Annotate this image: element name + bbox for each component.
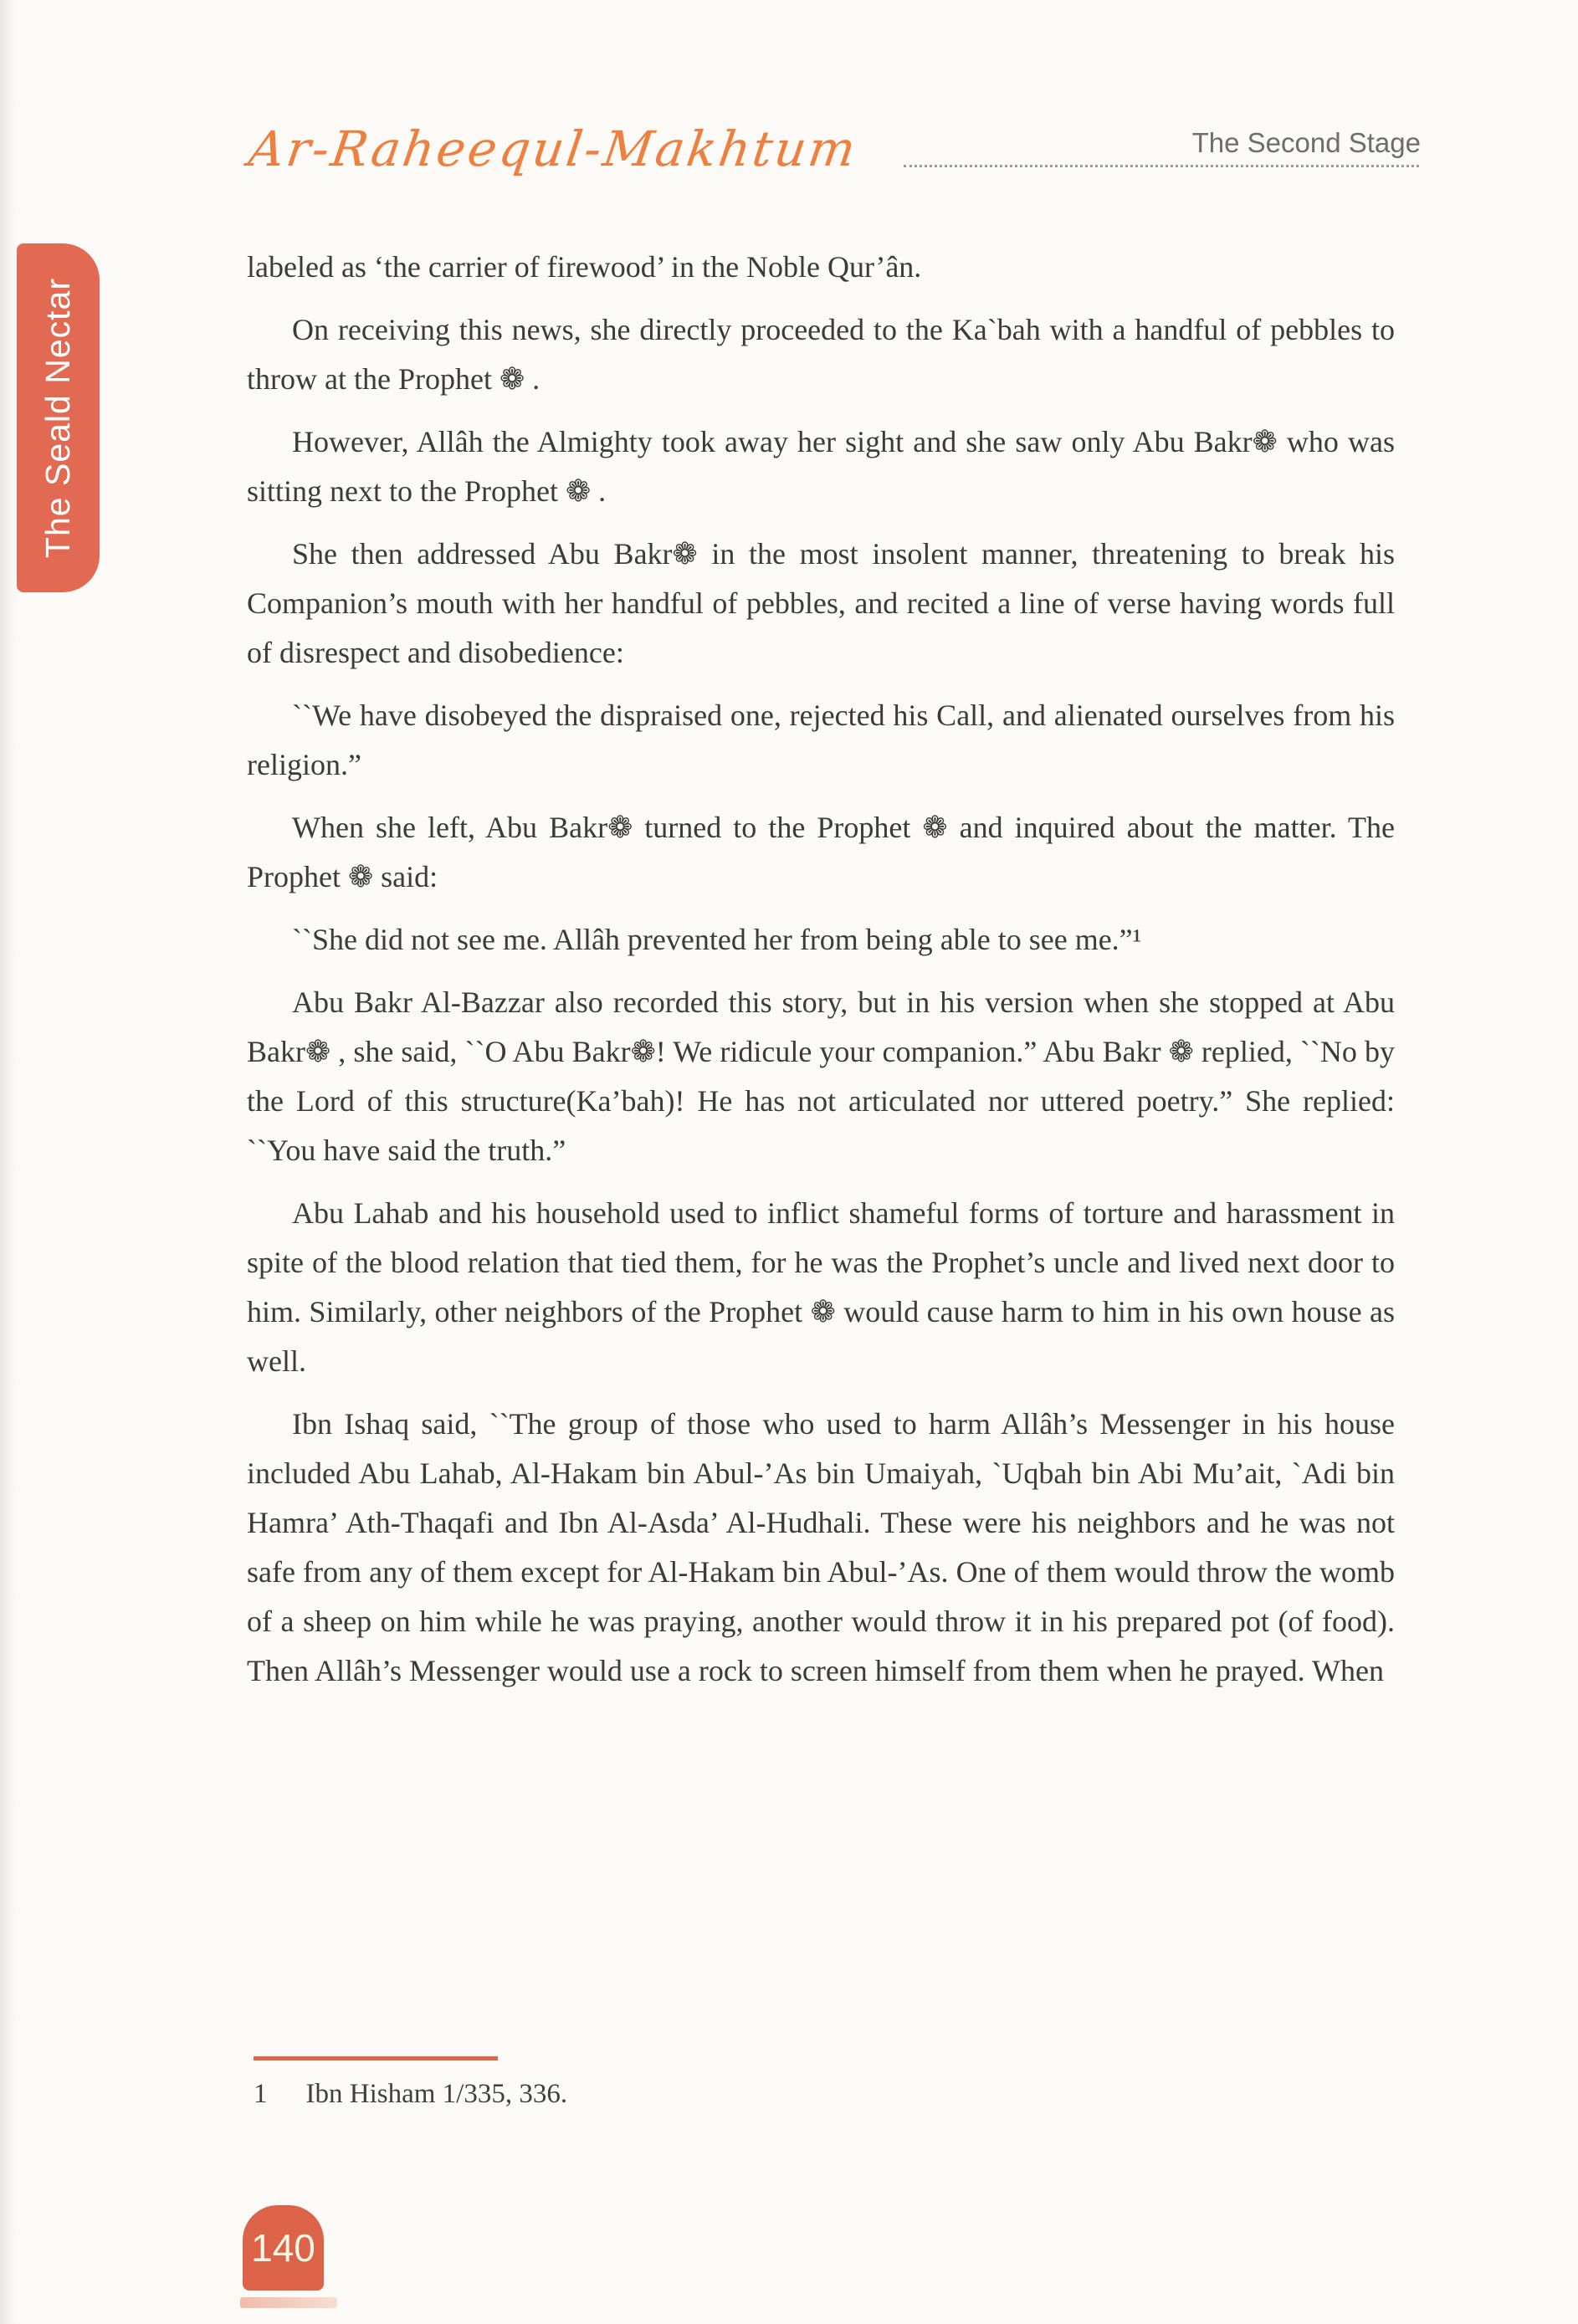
body-paragraph: Abu Lahab and his household used to inflict shameful forms of torture and harassment in spite of the blood relation that tied them, for he was the Prophet’s uncle and lived next door to him. Similarly, other neighbors of the Prophet ❁ would cause harm to him in his own house as well. [247,1196,1395,1378]
body-text-column [247,243,1395,1709]
footnote-line [254,2079,1400,2110]
body-paragraph: ``She did not see me. Allâh prevented her from being able to see me.”¹ [292,923,1142,956]
page-edge-shadow [0,0,15,2324]
page-number-stripe [240,2297,337,2308]
sidebar-tab [17,243,100,592]
page-number: 140 [251,2226,315,2270]
page-number-badge [243,2205,324,2291]
header-section-label: The Second Stage [1191,127,1421,158]
footnote-area [254,2056,1400,2110]
body-paragraph: She then addressed Abu Bakr❁ in the most insolent manner, threatening to break his Companion’s mouth with her handful of pebbles, and recited a line of verse having words full of disrespect and disobedience: [247,537,1395,669]
sidebar-tab-label: The Seald Nectar [38,277,77,559]
header-dotted-rule [904,165,1419,167]
footnote-text: Ibn Hisham 1/335, 336. [305,2079,568,2109]
body-paragraph: ``We have disobeyed the dispraised one, rejected his Call, and alienated ourselves from his religion.” [247,699,1395,781]
body-paragraph: labeled as ‘the carrier of firewood’ in the Noble Qur’ân. [247,250,922,284]
footnote-rule [254,2056,498,2060]
body-paragraph: Abu Bakr Al-Bazzar also recorded this story, but in his version when she stopped at Abu Bakr❁ , she said, ``O Abu Bakr❁! We ridicule your companion.” Abu Bakr ❁ replied, ``No by the Lord of this structure(Ka’bah)! He has not articulated nor uttered poetry.” She replied: ``You have said the truth.” [247,985,1395,1167]
body-paragraph: On receiving this news, she directly proceeded to the Ka`bah with a handful of pebbles to throw at the Prophet ❁ . [247,313,1395,396]
page-header [245,107,1421,179]
footnote-marker: 1 [254,2079,268,2109]
body-paragraph: Ibn Ishaq said, ``The group of those who used to harm Allâh’s Messenger in his house included Abu Lahab, Al-Hakam bin Abul-’As bin Umaiyah, `Uqbah bin Abi Mu’ait, `Adi bin Hamra’ Ath-Thaqafi and Ibn Al-Asda’ Al-Hudhali. These were his neighbors and he was not safe from any of them except for Al-Hakam bin Abul-’As. One of them would throw the womb of a sheep on him while he was praying, another would throw it in his prepared pot (of food). Then Allâh’s Messenger would use a rock to screen himself from them when he prayed. When [247,1407,1395,1687]
body-paragraph: When she left, Abu Bakr❁ turned to the Prophet ❁ and inquired about the matter. The Prophet ❁ said: [247,811,1395,893]
body-paragraph: However, Allâh the Almighty took away her sight and she saw only Abu Bakr❁ who was sitting next to the Prophet ❁ . [247,425,1395,508]
book-title-calligraphy: Ar-Raheequl-Makhtum [245,120,862,177]
